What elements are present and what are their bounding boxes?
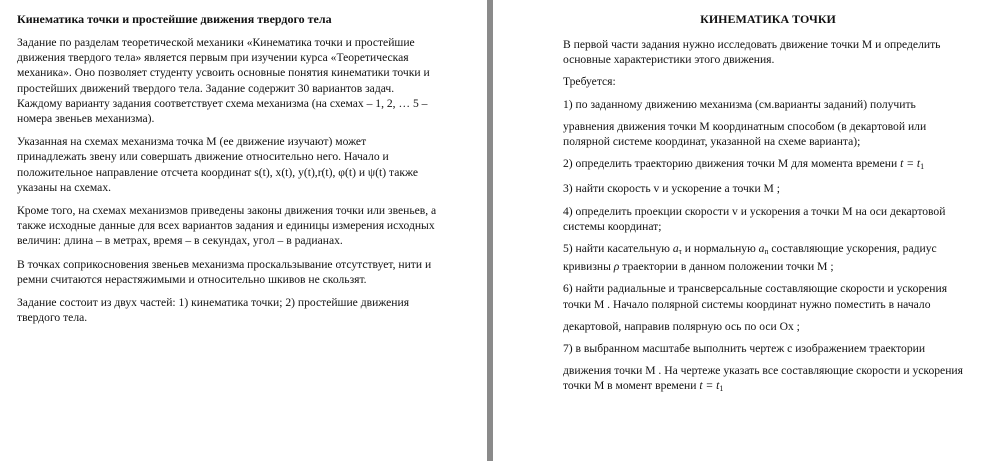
task-item-7-cont — [563, 363, 973, 396]
left-paragraph-2: Указанная на схемах механизма точка М (ее движение изучают) может принадлежать звену или совершать движение относительно него. Начало и положительное направление отсчета координат s(t), x(t), y(t),r(t), φ(t) и ψ(t) также указаны на схемах. — [17, 135, 419, 194]
a-n-sub: n — [764, 247, 769, 257]
time-equation — [900, 157, 924, 170]
task-item-3: 3) найти скорость v и ускорение a точки М ; — [563, 182, 780, 196]
task-item-2-text: 2) определить траекторию движения точки М для момента времени — [563, 157, 898, 171]
rho-symbol: ρ — [613, 260, 620, 274]
task-item-7: 7) в выбранном масштабе выполнить чертеж с изображением траектории — [563, 342, 926, 356]
time-eq-sub: 1 — [920, 162, 925, 172]
task-item-7-text: движения точки М . На чертеже указать все составляющие скорости и ускорения точки М в момент времени — [563, 364, 963, 393]
a-n-text: a — [758, 242, 765, 256]
left-page-content — [17, 11, 437, 333]
left-page — [0, 0, 487, 461]
left-paragraph-3: Кроме того, на схемах механизмов приведены законы движения точки или звеньев, а также исходные данные для всех вариантов задания и единицы измерения исходных величин: длина – в метрах, время – в секундах, угол – в радианах. — [17, 204, 437, 248]
task-item-5-a: 5) найти касательную — [563, 242, 670, 256]
task-item-2 — [563, 156, 973, 174]
a-n-symbol — [759, 242, 769, 255]
task-item-1-cont: уравнения движения точки М координатным способом (в декартовой или полярной системе координат, указанной на схеме варианта); — [563, 119, 927, 149]
task-item-6: 6) найти радиальные и трансверсальные составляющие скорости и ускорения точки М . Начало полярной системы координат нужно поместить в начало — [563, 282, 948, 311]
time-eq-sub-2: 1 — [719, 384, 724, 394]
task-item-4: 4) определить проекции скорости v и ускорения a точки М на оси декартовой системы координат; — [563, 204, 946, 233]
right-page — [493, 0, 1000, 461]
task-item-5-d: траектории в данном положении точки М ; — [622, 260, 834, 274]
left-page-title: Кинематика точки и простейшие движения твердого тела — [17, 12, 332, 26]
task-item-5-c: составляющие ускорения, радиус кривизны — [563, 242, 937, 274]
time-eq-text: t = t — [900, 157, 921, 171]
left-paragraph-1: Задание по разделам теоретической механики «Кинематика точки и простейшие движения твердого тела» является первым при изучении курса «Теоретическая механика». Оно позволяет студенту усвоить основные понятия кинематики точки и простейших движений твердого тела. Задание содержит 30 вариантов задач. Каждому варианту задания соответствует схема механизма (на схемах – 1, 2, … 5 – номера звеньев механизма). — [17, 36, 430, 126]
a-tau-sub: τ — [678, 247, 682, 257]
left-paragraph-5: Задание состоит из двух частей: 1) кинематика точки; 2) простейшие движения твердого тела. — [17, 296, 410, 325]
task-item-5-b: и нормальную — [684, 242, 756, 256]
a-tau-text: a — [672, 242, 679, 256]
a-tau-symbol — [673, 242, 682, 255]
task-item-6-cont: декартовой, направив полярную ось по оси Ох ; — [563, 319, 800, 333]
left-paragraph-4: В точках соприкосновения звеньев механизма проскальзывание отсутствует, нити и ремни считаются нерастяжимыми и относительно шкивов не скользят. — [17, 257, 432, 286]
right-page-content — [563, 11, 973, 404]
task-item-1: 1) по заданному движению механизма (см.варианты заданий) получить — [563, 97, 916, 111]
required-label: Требуется: — [563, 75, 616, 89]
right-page-title: КИНЕМАТИКА ТОЧКИ — [700, 12, 836, 26]
time-eq-text-2: t = t — [699, 379, 720, 393]
time-equation-2 — [699, 379, 723, 392]
task-item-5 — [563, 241, 973, 274]
right-intro: В первой части задания нужно исследовать движение точки М и определить основные характеристики этого движения. — [563, 38, 941, 67]
